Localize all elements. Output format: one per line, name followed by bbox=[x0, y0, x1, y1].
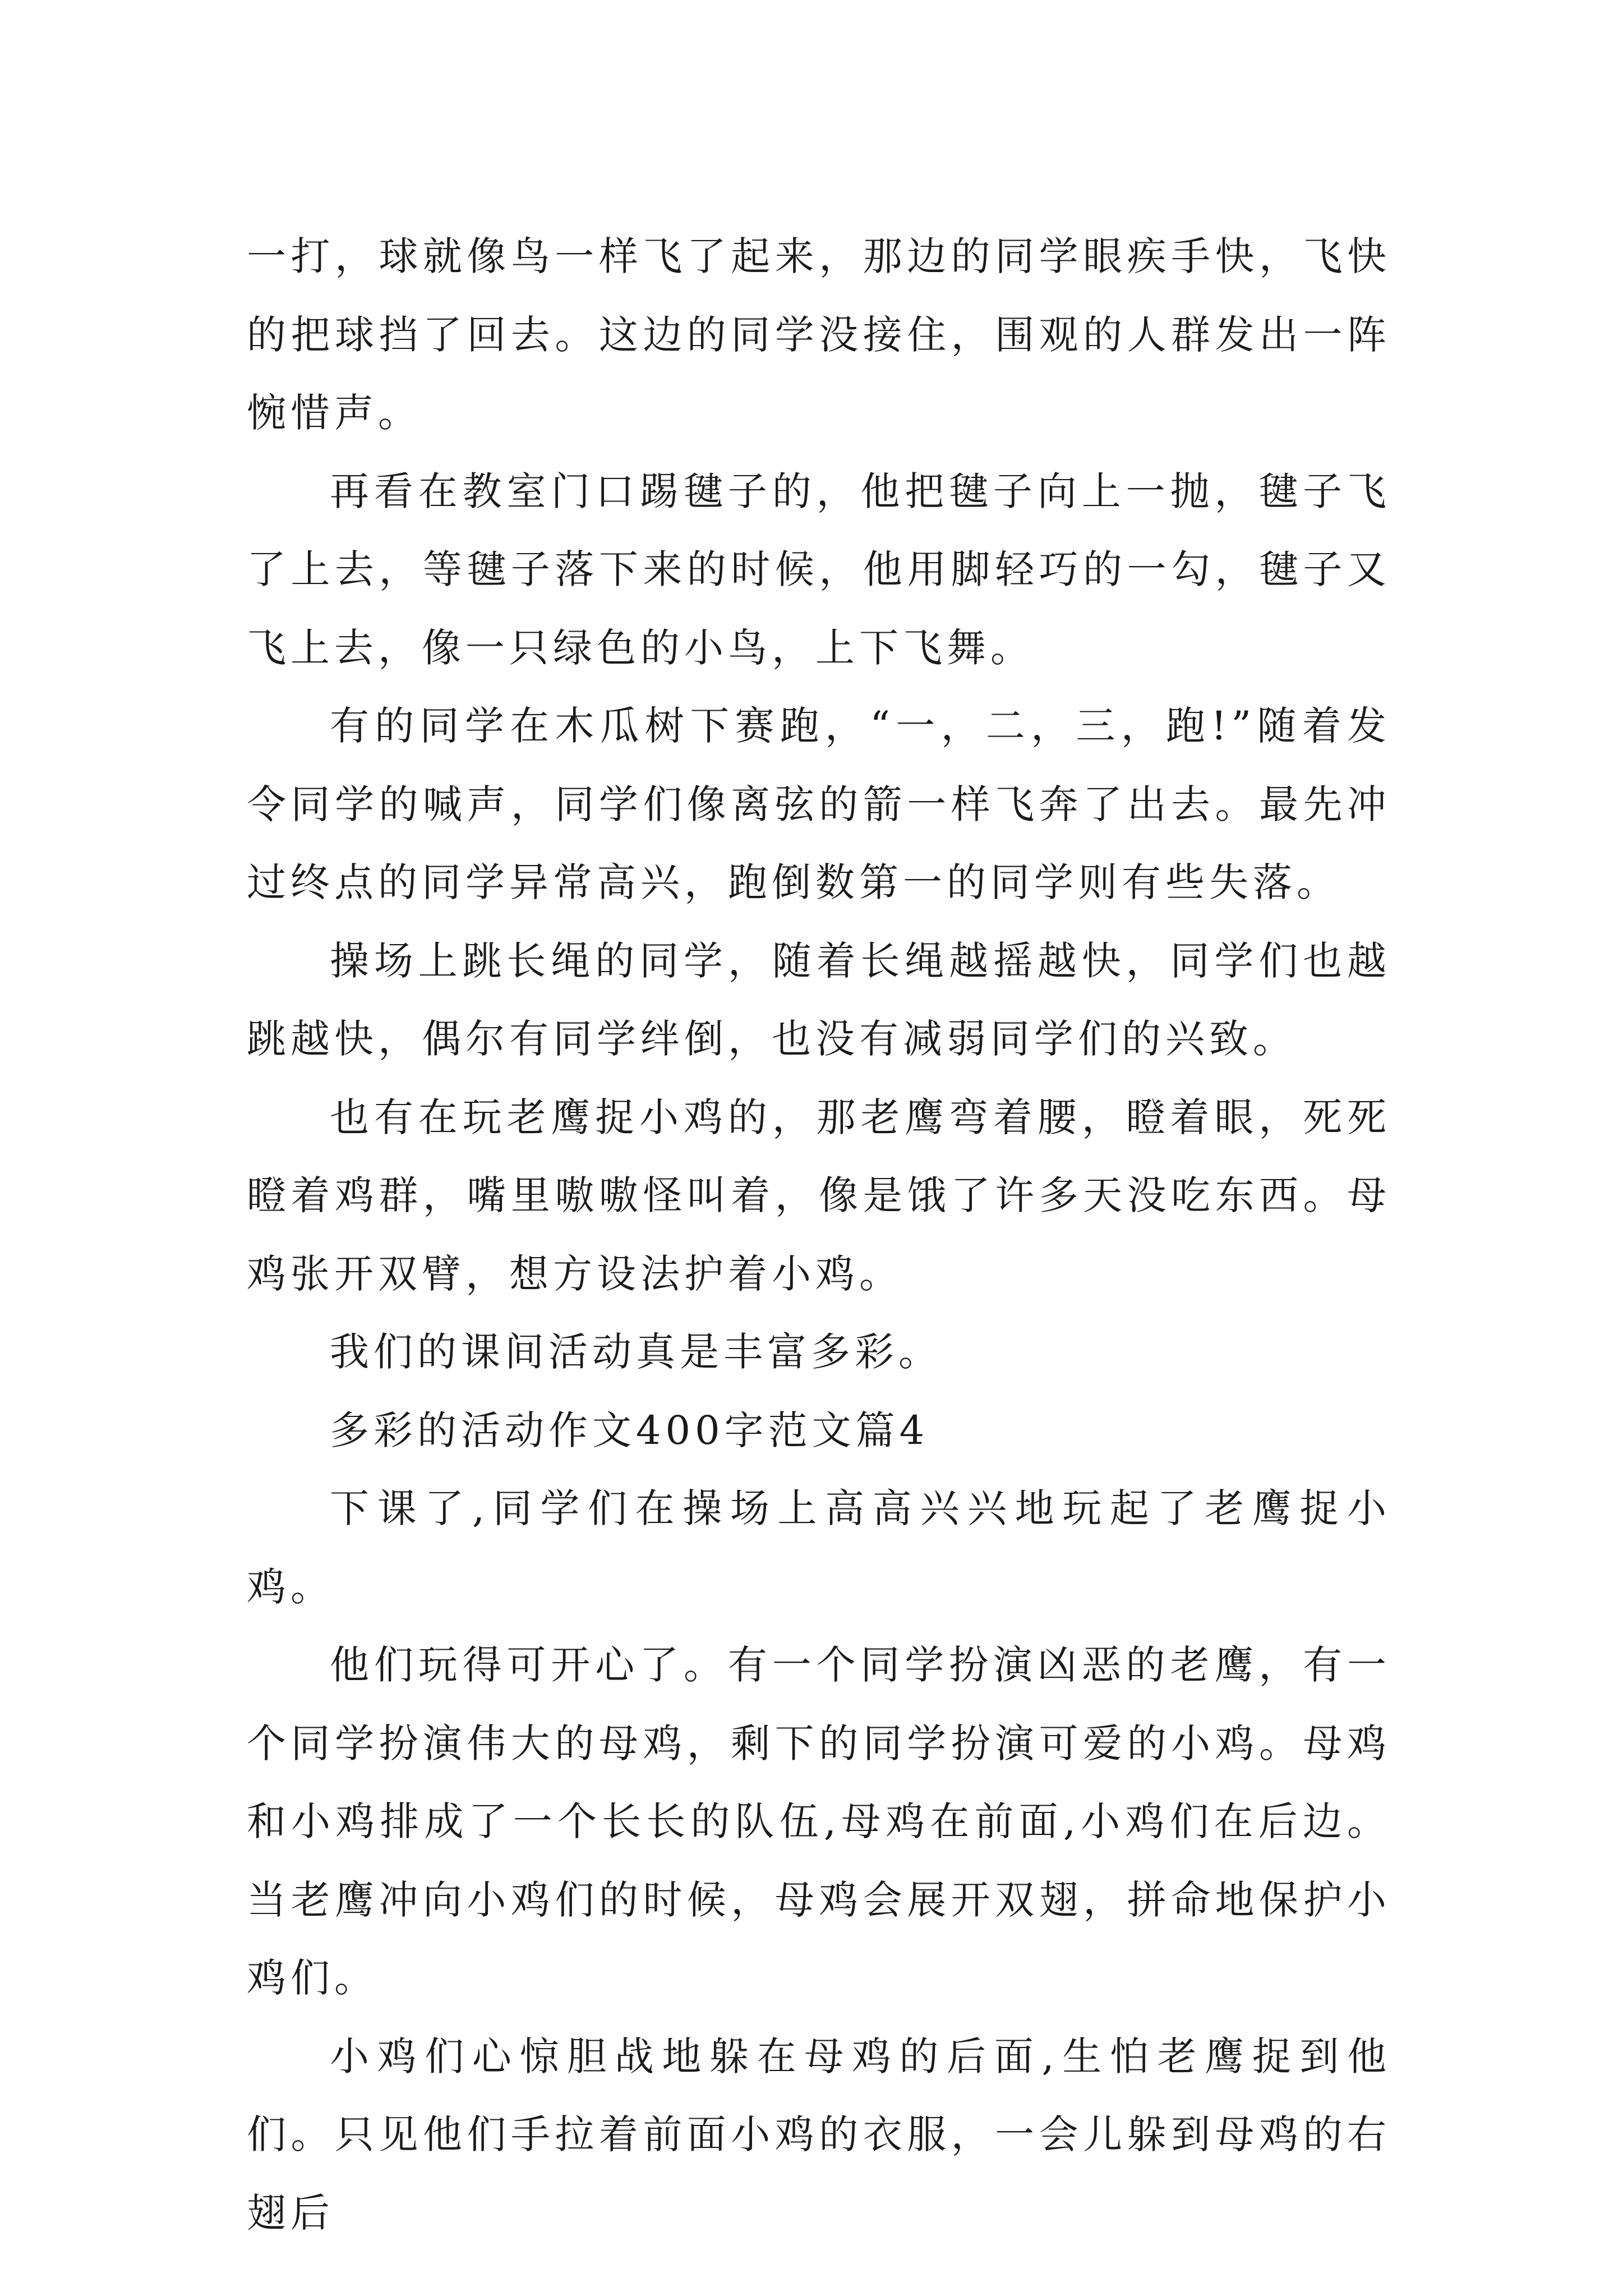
paragraph-7: 下课了,同学们在操场上高高兴兴地玩起了老鹰捉小鸡。 bbox=[247, 1485, 1391, 1610]
paragraph-5: 也有在玩老鹰捉小鸡的，那老鹰弯着腰，瞪着眼，死死瞪着鸡群，嘴里嗷嗷怪叫着，像是饿了许多天没吃东西。母鸡张开双臂，想方设法护着小鸡。 bbox=[247, 1094, 1391, 1297]
paragraph-4: 操场上跳长绳的同学，随着长绳越摇越快，同学们也越跳越快，偶尔有同学绊倒，也没有减弱同学们的兴致。 bbox=[247, 937, 1391, 1062]
section-heading: 多彩的活动作文400字范文篇4 bbox=[330, 1407, 929, 1453]
document-body bbox=[247, 218, 1391, 2252]
paragraph-8: 他们玩得可开心了。有一个同学扮演凶恶的老鹰，有一个同学扮演伟大的母鸡，剩下的同学扮演可爱的小鸡。母鸡和小鸡排成了一个长长的队伍,母鸡在前面,小鸡们在后边。当老鹰冲向小鸡们的时候，母鸡会展开双翅，拼命地保护小鸡们。 bbox=[247, 1642, 1391, 2001]
paragraph-3: 有的同学在木瓜树下赛跑，“一，二，三，跑!”随着发令同学的喊声，同学们像离弦的箭一样飞奔了出去。最先冲过终点的同学异常高兴，跑倒数第一的同学则有些失落。 bbox=[247, 703, 1391, 905]
paragraph-2: 再看在教室门口踢毽子的，他把毽子向上一抛，毽子飞了上去，等毽子落下来的时候，他用脚轻巧的一勾，毽子又飞上去，像一只绿色的小鸟，上下飞舞。 bbox=[247, 468, 1391, 671]
paragraph-1: 一打，球就像鸟一样飞了起来，那边的同学眼疾手快，飞快的把球挡了回去。这边的同学没接住，围观的人群发出一阵惋惜声。 bbox=[247, 233, 1391, 436]
paragraph-9: 小鸡们心惊胆战地躲在母鸡的后面,生怕老鹰捉到他们。只见他们手拉着前面小鸡的衣服，一会儿躲到母鸡的右翅后 bbox=[247, 2033, 1391, 2236]
paragraph-6: 我们的课间活动真是丰富多彩。 bbox=[330, 1329, 942, 1375]
